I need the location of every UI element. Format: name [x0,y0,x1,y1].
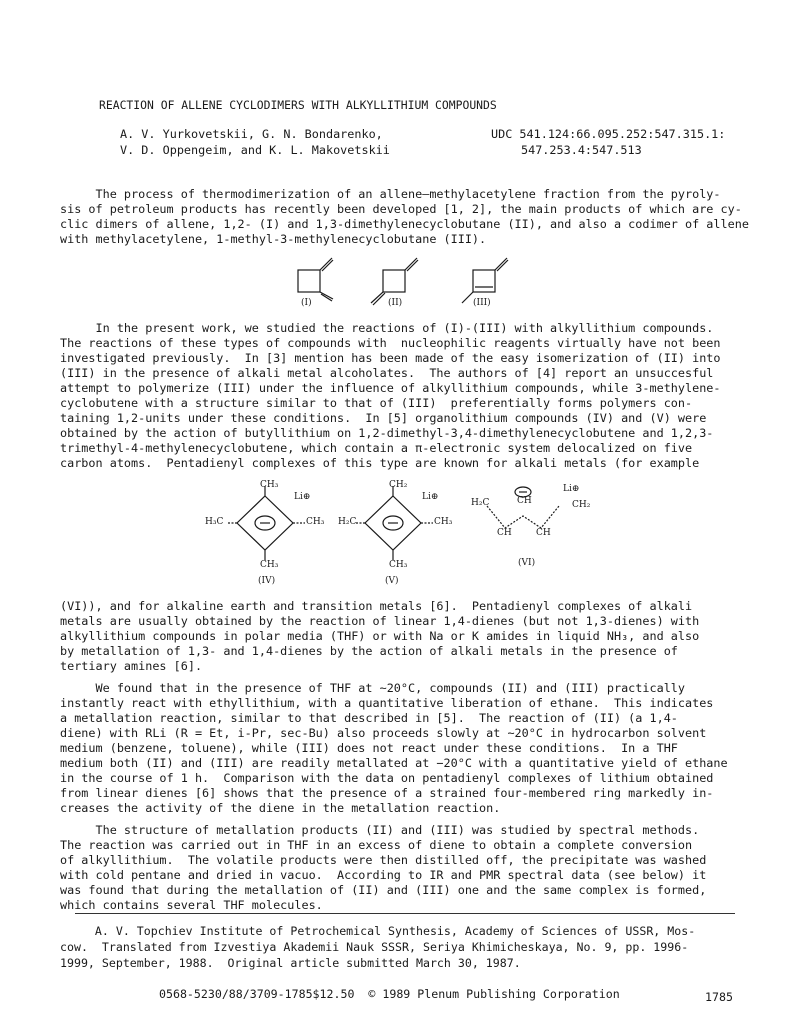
label-ii: (II) [388,298,403,308]
iv-li: Li⊕ [294,492,311,502]
para2-line-8: obtained by the action of butyllithium on 1,2-dimethyl-3,4-dimethylenecyclobutene and 1,2,3- [60,426,714,440]
vi-ch-right: CH [536,528,551,538]
para2-line-2: The reactions of these types of compounds with nucleophilic reagents virtually have not been [60,336,721,350]
para1-line-2: sis of petroleum products has recently been developed [1, 2], the main products of which are cy- [60,202,742,216]
para5-line-4: with cold pentane and dried in vacuo. According to IR and PMR spectral data (see below) it [60,868,707,882]
para4-line-4: diene) with RLi (R = Et, i-Pr, sec-Bu) also proceeds slowly at ~20°C in hydrocarbon solvent [60,726,707,740]
label-v: (V) [385,576,399,586]
para3-line-1: (VI)), and for alkaline earth and transition metals [6]. Pentadienyl complexes of alkali [60,599,693,613]
copyright-line: 0568-5230/88/3709-1785$12.50 © 1989 Plenum Publishing Corporation [159,987,620,1001]
para2-line-9: trimethyl-4-methylenecyclobutene, which contain a π-electronic system delocalized on five [60,441,693,455]
v-bottom-ch3: CH₃ [389,560,408,570]
label-iii: (III) [473,298,491,308]
affiliation-line-2: cow. Translated from Izvestiya Akademii Nauk SSSR, Seriya Khimicheskaya, No. 9, pp. 1996- [60,940,689,954]
para5-line-3: of alkyllithium. The volatile products were then distilled off, the precipitate was washed [60,853,707,867]
para2-line-1: In the present work, we studied the reactions of (I)-(III) with alkyllithium compounds. [60,321,714,335]
udc-line-1: UDC 541.124:66.095.252:547.315.1: [491,127,726,141]
v-li: Li⊕ [422,492,439,502]
iv-bottom-ch3: CH₃ [260,560,279,570]
page-number: 1785 [705,990,733,1004]
para2-line-4: (III) in the presence of alkali metal alcoholates. The authors of [4] report an unsuccesful [60,366,714,380]
para4-line-5: medium (benzene, toluene), while (III) does not react under these conditions. In a THF [60,741,678,755]
vi-ch-top: CH [517,496,532,506]
para2-line-5: attempt to polymerize (III) under the influence of alkyllithium compounds, while 3-methylene- [60,381,721,395]
v-top-ch2: CH₂ [389,480,408,490]
para4-line-9: creases the activity of the diene in the metallation reaction. [60,801,501,815]
para2-line-10: carbon atoms. Pentadienyl complexes of this type are known for alkali metals (for example [60,456,700,470]
para5-line-1: The structure of metallation products (II) and (III) was studied by spectral methods. [60,823,700,837]
para4-line-6: medium both (II) and (III) are readily metallated at −20°C with a quantitative yield of ethane [60,756,728,770]
affiliation-line-1: A. V. Topchiev Institute of Petrochemical Synthesis, Academy of Sciences of USSR, Mos- [60,924,696,938]
structure-vi [487,487,559,528]
vi-li: Li⊕ [563,484,580,494]
para1-line-3: clic dimers of allene, 1,2- (I) and 1,3-dimethylenecyclobutane (II), and also a codimer of allene [60,217,749,231]
vi-ch-left: CH [497,528,512,538]
structure-i [298,258,333,301]
para1-line-1: The process of thermodimerization of an allene—methylacetylene fraction from the pyroly- [60,187,721,201]
para5-line-5: was found that during the metallation of (II) and (III) one and the same complex is formed, [60,883,707,897]
para3-line-5: tertiary amines [6]. [60,659,203,673]
para5-line-2: The reaction was carried out in THF in an excess of diene to obtain a complete conversion [60,838,693,852]
para3-line-2: metals are usually obtained by the reaction of linear 1,4-dienes (but not 1,3-dienes) with [60,614,700,628]
affiliation-line-3: 1999, September, 1988. Original article submitted March 30, 1987. [60,956,521,970]
iv-left-h3c: H₃C [205,517,224,527]
para4-line-1: We found that in the presence of THF at ~20°C, compounds (II) and (III) practically [60,681,686,695]
article-title: REACTION OF ALLENE CYCLODIMERS WITH ALKYLLITHIUM COMPOUNDS [99,98,497,112]
vi-left-h2c: H₂C [471,498,490,508]
vi-right-ch2: CH₂ [572,500,591,510]
para3-line-4: by metallation of 1,3- and 1,4-dienes by the action of alkali metals in the presence of [60,644,678,658]
footnote-divider [75,913,735,914]
author-line-2: V. D. Oppengeim, and K. L. Makovetskii [120,143,390,157]
author-line-1: A. V. Yurkovetskii, G. N. Bondarenko, [120,127,383,141]
para4-line-2: instantly react with ethyllithium, with a quantitative liberation of ethane. This indicates [60,696,714,710]
v-right-ch3: CH₃ [434,517,453,527]
udc-line-2: 547.253.4:547.513 [521,143,642,157]
para3-line-3: alkyllithium compounds in polar media (THF) or with Na or K amides in liquid NH₃, and also [60,629,700,643]
iv-top-ch3: CH₃ [260,480,279,490]
para5-line-6: which contains several THF molecules. [60,898,323,912]
para1-line-4: with methylacetylene, 1-methyl-3-methylenecyclobutane (III). [60,232,487,246]
label-i: (I) [301,298,312,308]
para4-line-7: in the course of 1 h. Comparison with the data on pentadienyl complexes of lithium obtained [60,771,714,785]
para4-line-3: a metallation reaction, similar to that described in [5]. The reaction of (II) (a 1,4- [60,711,678,725]
label-iv: (IV) [258,576,276,586]
iv-right-ch3: CH₃ [306,517,325,527]
label-vi: (VI) [518,558,536,568]
para2-line-7: taining 1,2-units under these conditions. In [5] organolithium compounds (IV) and (V) were [60,411,707,425]
para4-line-8: from linear dienes [6] shows that the presence of a strained four-membered ring markedly in- [60,786,714,800]
structure-iii [462,258,508,303]
para2-line-6: cyclobutene with a structure similar to that of (III) preferentially forms polymers con- [60,396,693,410]
para2-line-3: investigated previously. In [3] mention has been made of the easy isomerization of (II) into [60,351,721,365]
v-left-h2c: H₂C [338,517,357,527]
